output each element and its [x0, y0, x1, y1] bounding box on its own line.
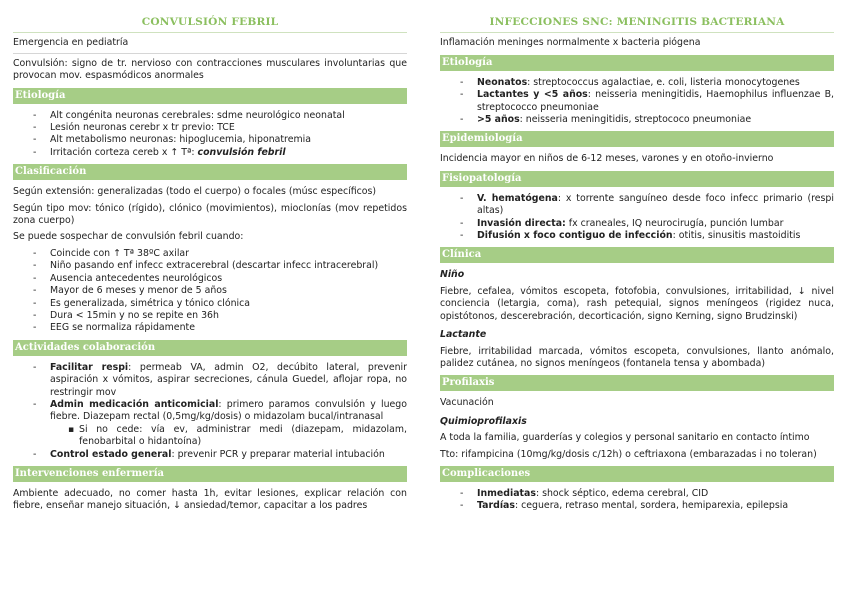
list-item: [33, 362, 407, 399]
list-item: [33, 147, 407, 159]
item-text: fx craneales, IQ neurocirugía, punción lumbar: [565, 217, 784, 229]
item-text: : shock séptico, edema cerebral, CID: [535, 487, 709, 499]
left-column: [13, 0, 407, 517]
actividades-heading: Actividades colaboración: [13, 340, 407, 356]
item-label: Invasión directa:: [477, 217, 566, 229]
epidemiologia-heading: Epidemiología: [440, 131, 834, 147]
item-text: : permeab VA, admin O2, decúbito lateral, prevenir aspiración x vómitos, aspirar secreciones, cánula Guedel, aflojar ropa, no restringir mov: [50, 361, 408, 398]
epidemiologia-text: Incidencia mayor en niños de 6-12 meses, varones y en otoño-invierno: [440, 153, 774, 165]
clasificacion-heading: Clasificación: [13, 164, 407, 180]
list-item: - Coincide con ↑ Tª 38ºC axilar: [33, 248, 407, 260]
item-text: : x torrente sanguíneo desde foco infecc primario (respi altas): [477, 192, 834, 217]
item-label: Difusión x foco contiguo de infección: [477, 230, 673, 242]
list-item: [460, 230, 834, 242]
list-item: [460, 500, 834, 512]
list-item: - Niño pasando enf infecc extracerebral (descartar infecc intracerebral): [33, 260, 407, 272]
nino-text: Fiebre, cefalea, vómitos escopeta, fotofobia, convulsiones, irritabilidad, ↓ nivel conciencia (letargia, coma), rash petequial, signos meníngeos (rigidez nuca, opistótonos, descerebración, decorticación, signo Kerning, signo Brudzinski): [440, 285, 834, 322]
etiologia-list-right: [440, 77, 834, 127]
intro-convulsion-definition: Convulsión: signo de tr. nervioso con contracciones musculares involuntarias que provocan mov. espasmódicos anormales: [13, 57, 407, 82]
list-item: - Alt metabolismo neuronas: hipoglucemia, hiponatremia: [33, 134, 407, 146]
item-label: Lactantes y <5 años: [477, 89, 588, 101]
item-text: : otitis, sinusitis mastoiditis: [672, 230, 801, 242]
actividades-list: [13, 362, 407, 461]
item-text: : neisseria meningitidis, Haemophilus influenzae B, streptococco pneumoniae: [477, 89, 834, 113]
complicaciones-list: [440, 488, 834, 513]
intervenciones-heading: Intervenciones enfermería: [13, 466, 407, 482]
item-label: Facilitar respi: [50, 361, 129, 373]
list-item: - Es generalizada, simétrica y tónico clónica: [33, 298, 407, 310]
right-column: [440, 0, 834, 517]
lactante-subheading: Lactante: [440, 329, 487, 341]
intro-emergencia: Emergencia en pediatría: [13, 37, 407, 53]
list-item: [460, 488, 834, 500]
sospecha-list: [13, 248, 407, 335]
sub-list-item: ▪ Si no cede: vía ev, administrar medi (diazepam, midazolam, fenobarbital o hidantoína): [68, 424, 407, 449]
item-label: Tardías: [477, 500, 515, 512]
list-item: [460, 77, 834, 89]
convulsion-febril-title: CONVULSIÓN FEBRIL: [13, 16, 407, 33]
etiologia-heading-right: Etiología: [440, 55, 834, 71]
vacunacion-text: Vacunación: [440, 397, 494, 409]
item-label: Admin medicación anticomicial: [50, 398, 219, 410]
clasificacion-extension: Según extensión: generalizadas (todo el cuerpo) o focales (músc específicos): [13, 186, 377, 198]
quimioprofilaxis-subheading: Quimioprofilaxis: [440, 415, 527, 427]
clasificacion-tipo-mov: Según tipo mov: tónico (rígido), clónico (movimientos), mioclonías (mov repetidos zona cuerpo): [13, 202, 407, 227]
quimioprofilaxis-text: A toda la familia, guarderías y colegios y personal sanitario en contacto íntimo: [440, 432, 810, 444]
list-item: - EEG se normaliza rápidamente: [33, 322, 407, 334]
item-text: : ceguera, retraso mental, sordera, hemiparexia, epilepsia: [514, 500, 789, 512]
nino-subheading: Niño: [440, 269, 465, 281]
item-label: Control estado general: [50, 448, 172, 460]
list-item: [460, 114, 834, 126]
etiologia-heading-left: Etiología: [13, 88, 407, 104]
item-text: : prevenir PCR y preparar material intubación: [171, 448, 385, 460]
emphasis-convulsion-febril: convulsión febril: [197, 146, 286, 158]
list-item: - Lesión neuronas cerebr x tr previo: TCE: [33, 122, 407, 134]
item-label: >5 años: [477, 114, 520, 126]
list-item: - Ausencia antecedentes neurológicos: [33, 273, 407, 285]
meningitis-intro: Inflamación meninges normalmente x bacteria piógena: [440, 37, 701, 49]
intervenciones-text: Ambiente adecuado, no comer hasta 1h, evitar lesiones, explicar relación con fiebre, enseñar manejo situación, ↓ ansiedad/temor, capacitar a los padres: [13, 487, 407, 512]
meningitis-title: INFECCIONES SNC: MENINGITIS BACTERIANA: [440, 16, 834, 33]
sub-list: [50, 424, 407, 449]
complicaciones-heading: Complicaciones: [440, 466, 834, 482]
item-text: : neisseria meningitidis, streptococo pneumoniae: [519, 114, 752, 126]
list-item: [460, 193, 834, 218]
item-label: Inmediatas: [477, 487, 536, 499]
list-item-text: Irritación corteza cereb x ↑ Tª:: [50, 146, 198, 158]
list-item: - Mayor de 6 meses y menor de 5 años: [33, 285, 407, 297]
item-text: : streptococcus agalactiae, e. coli, listeria monocytogenes: [527, 76, 800, 88]
fisiopatologia-heading: Fisiopatología: [440, 171, 834, 187]
etiologia-list-left: [13, 110, 407, 160]
list-item: - Dura < 15min y no se repite en 36h: [33, 310, 407, 322]
item-label: Neonatos: [477, 76, 528, 88]
tratamiento-text: Tto: rifampicina (10mg/kg/dosis c/12h) o ceftriaxona (embarazadas i no toleran): [440, 448, 817, 460]
profilaxis-heading: Profilaxis: [440, 375, 834, 391]
sospecha-intro: Se puede sospechar de convulsión febril cuando:: [13, 231, 244, 243]
list-item: [33, 399, 407, 449]
list-item: [33, 449, 407, 461]
list-item: [460, 218, 834, 230]
list-item: [460, 89, 834, 114]
list-item: - Alt congénita neuronas cerebrales: sdme neurológico neonatal: [33, 110, 407, 122]
clinica-heading: Clínica: [440, 247, 834, 263]
item-text: : primero paramos convulsión y luego fiebre. Diazepam rectal (0,5mg/kg/dosis) o midazolam bucal/intranasal: [50, 398, 407, 423]
fisiopatologia-list: [440, 193, 834, 243]
lactante-text: Fiebre, irritabilidad marcada, vómitos escopeta, convulsiones, llanto anómalo, palidez cutánea, no signos meníngeos (fontanela tensa y abombada): [440, 345, 834, 369]
item-label: V. hematógena: [477, 192, 558, 204]
